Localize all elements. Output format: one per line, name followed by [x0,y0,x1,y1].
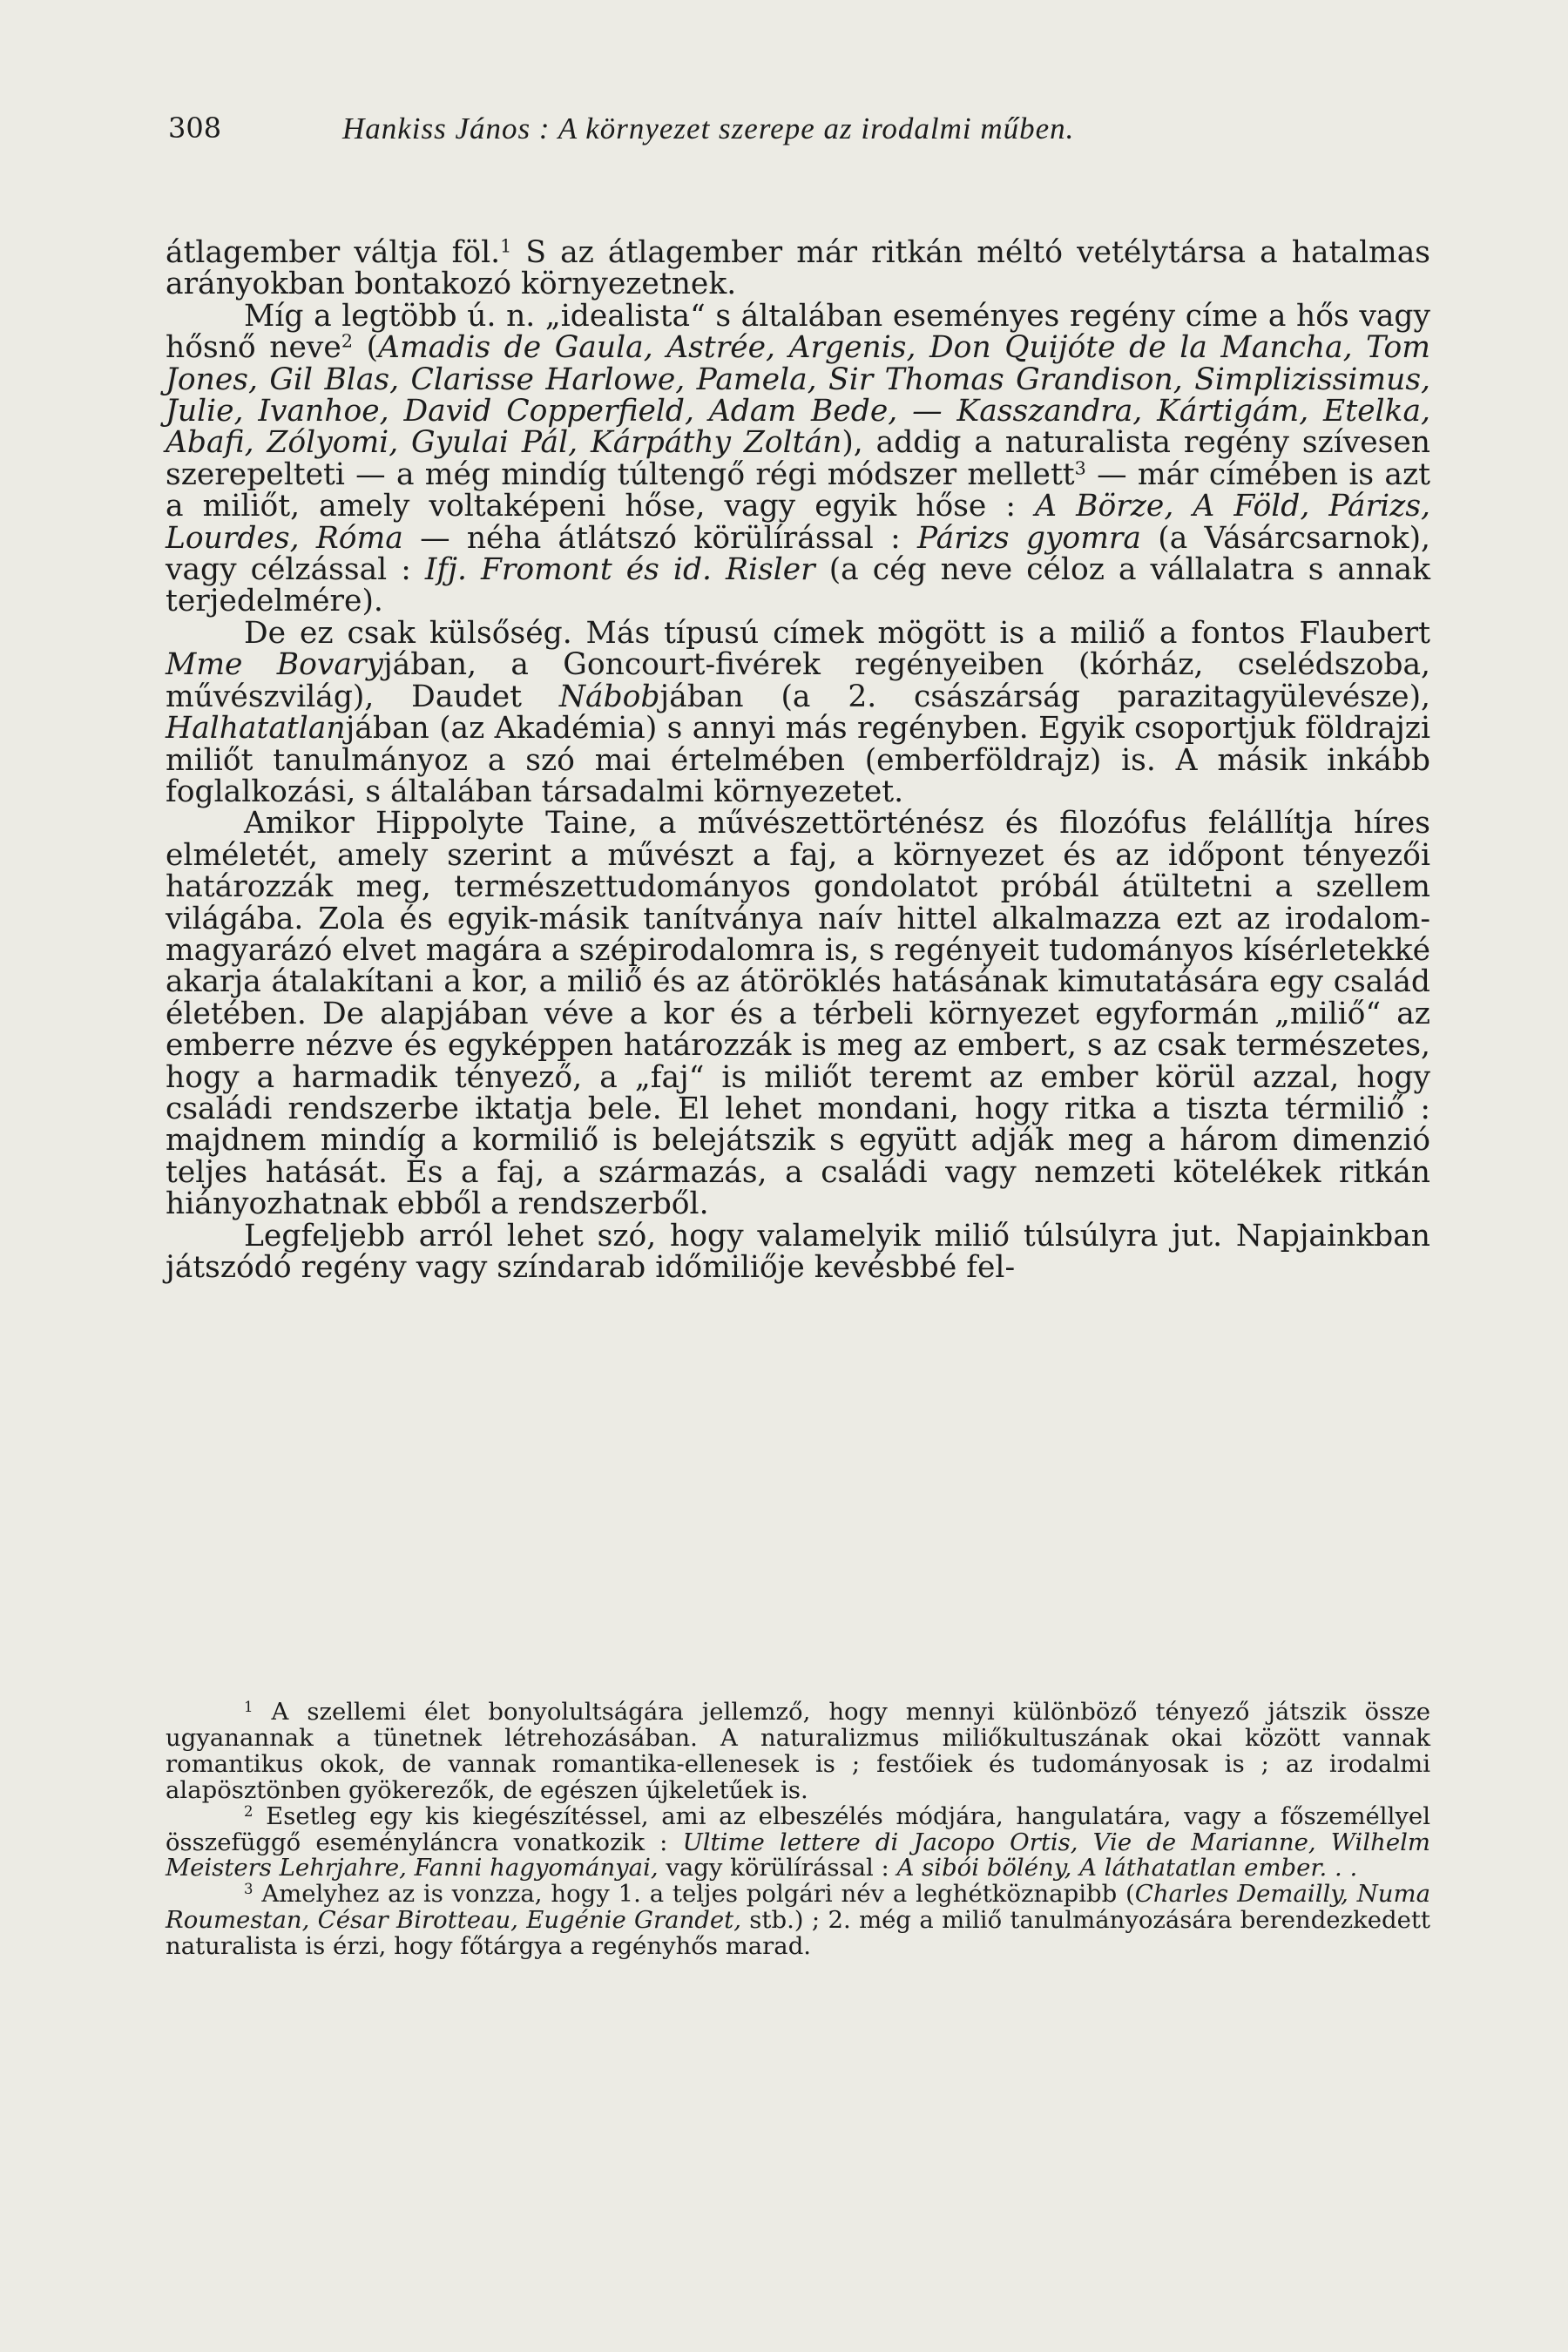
paragraph-1 [166,237,1430,301]
zola-titles: A Börze, A Föld, Párizs, Lourdes, Róma [166,489,1430,556]
footnote-3-mark: 3 [244,1881,253,1898]
paragraph-2-text-a: Míg a legtöbb ú. n. „idealista“ s általában eseményes regény címe a hős vagy hősnő neve [166,298,1430,366]
paragraph-5: Legfeljebb arról lehet szó, hogy valamelyik miliő túlsúlyra jut. Napjainkban játszódó regény vagy színdarab időmiliője kevésbbé fel- [166,1218,1430,1285]
main-text [166,237,1430,1283]
footnote-2-titles-2: A sibói bölény, A láthatatlan ember. . . [896,1854,1358,1882]
footnote-2 [166,1801,1430,1882]
title-parizs-gyomra: Párizs gyomra [916,520,1141,556]
paragraph-2-text-f: (a Vásárcsarnok), vagy célzással : [166,520,1430,588]
footnote-ref-2: 2 [341,330,353,352]
footnote-3 [166,1882,1430,1960]
paragraph-2-text-d: — már címében is azt a miliőt, amely voltaképeni hőse, vagy egyik hőse : [166,456,1430,524]
footnote-2-text-b: vagy körülírással : [658,1854,897,1882]
novel-titles-list: Amadis de Gaula, Astrée, Argenis, Don Quijóte de la Mancha, Tom Jones, Gil Blas, Clarisse Harlowe, Pamela, Sir Thomas Grandison, Simplizissimus, Julie, Ivanhoe, David Copperfield, Adam Bede, — Kasszandra, Kártigám, Etelka, Abafi, Zólyomi, Gyulai Pál, Kárpáthy Zoltán [166,330,1430,461]
footnote-1-text: A szellemi élet bonyolultságára jellemző, hogy mennyi különböző tényező játszik össze ugyanannak a tünetnek létrehozásában. A naturalizmus miliőkultuszának okai között vannak romantikus okok, de vannak romantika-ellenesek is ; festőiek és tudományosak is ; az irodalmi alapösztönben gyökerezők, de egészen újkeletűek is. [166,1698,1430,1804]
paragraph-3-text-b: jában, a Goncourt-fivérek regényeiben (kórház, cselédszoba, művészvilág), Daudet [166,647,1430,714]
footnote-ref-3: 3 [1074,457,1086,479]
footnote-2-titles: Ultime lettere di Jacopo Ortis, Vie de Marianne, Wilhelm Meisters Lehrjahre, Fanni hagyományai, [166,1828,1430,1882]
footnote-ref-1: 1 [500,235,512,257]
page-number: 308 [168,112,222,145]
footnote-3-titles: Charles Demailly, Numa Roumestan, César Birotteau, Eugénie Grandet, [166,1880,1430,1935]
paragraph-3-text-d: jában (az Akadémia) s annyi más regényben. Egyik csoportjuk földrajzi miliőt tanulmányoz a szó mai értelmében (emberföldrajz) is. A másik inkább foglalkozási, s általában társadalmi környezetet. [166,711,1430,809]
title-mme-bovary: Mme Bovary [166,647,383,683]
paragraph-3-text-a: De ez csak külsőség. Más típusú címek mögött is a miliő a fontos Flaubert [244,615,1430,651]
paragraph-2-text-c: ), addig a naturalista regény szívesen szerepelteti — a még mindíg túltengő régi módszer mellett [166,425,1430,492]
footnote-1-mark: 1 [244,1698,253,1715]
footnote-1 [166,1700,1430,1804]
paragraph-2 [166,298,1430,619]
title-halhatatlan: Halhatatlan [166,711,346,747]
paragraph-4: Amikor Hippolyte Taine, a művészettörténész és filozófus felállítja híres elméletét, amely szerint a művészt a faj, a környezet és az időpont tényezői határozzák meg, természettudományos gondolatot próbál átültetni a szellem világába. Zola és egyik-másik tanítványa naív hittel alkalmazza ezt az irodalom-magyarázó elvet magára a szépirodalomra is, s regényeit tudományos kísérletekké akarja átalakítani a kor, a miliő és az átöröklés hatásának kimutatására egy család életében. De alapjában véve a kor és a térbeli környezet egyformán „miliő“ az emberre nézve és egyképpen határozzák is meg az embert, s az csak természetes, hogy a harmadik tényező, a „faj“ is miliőt teremt az ember körül azzal, hogy családi rendszerbe iktatja bele. El lehet mondani, hogy ritka a tiszta térmiliő : majdnem mindíg a kormiliő is belejátszik s együtt adják meg a három dimenzió teljes hatását. És a faj, a származás, a családi vagy nemzeti kötelékek ritkán hiányozhatnak ebből a rendszerből. [166,806,1430,1222]
paragraph-2-text-g: (a cég neve céloz a vállalatra s annak terjedelmére). [166,552,1430,619]
paragraph-2-text-e: — néha átlátszó körülírással : [402,520,917,556]
footnote-3-text-b: stb.) ; 2. még a miliő tanulmányozására berendezkedett naturalista is érzi, hogy főtárgya a regényhős marad. [166,1906,1430,1961]
footnotes [166,1700,1430,1960]
footnote-2-mark: 2 [244,1802,253,1820]
paragraph-2-text-b: ( [353,330,379,366]
paragraph-1-text-b: S az átlagember már ritkán méltó vetélytársa a hatalmas arányokban bontakozó környezetnek. [166,235,1430,302]
paragraph-3-text-c: jában (a 2. császárság parazitagyülevésze), [659,679,1430,714]
paragraph-1-text: átlagember váltja föl. [166,235,501,270]
page-header [168,112,1431,155]
title-nabob: Nábob [558,679,660,714]
paragraph-3 [166,615,1430,809]
title-fromont-risler: Ifj. Fromont és id. Risler [424,552,815,588]
running-head: Hankiss János : A környezet szerepe az irodalmi műben. [342,112,1075,145]
footnote-2-text-a: Esetleg egy kis kiegészítéssel, ami az elbeszélés módjára, hangulatára, vagy a főszeméllyel összefüggő eseményláncra vonatkozik : [166,1801,1430,1856]
footnote-3-text-a: Amelyhez az is vonzza, hogy 1. a teljes polgári név a leghétköznapibb ( [253,1880,1135,1909]
